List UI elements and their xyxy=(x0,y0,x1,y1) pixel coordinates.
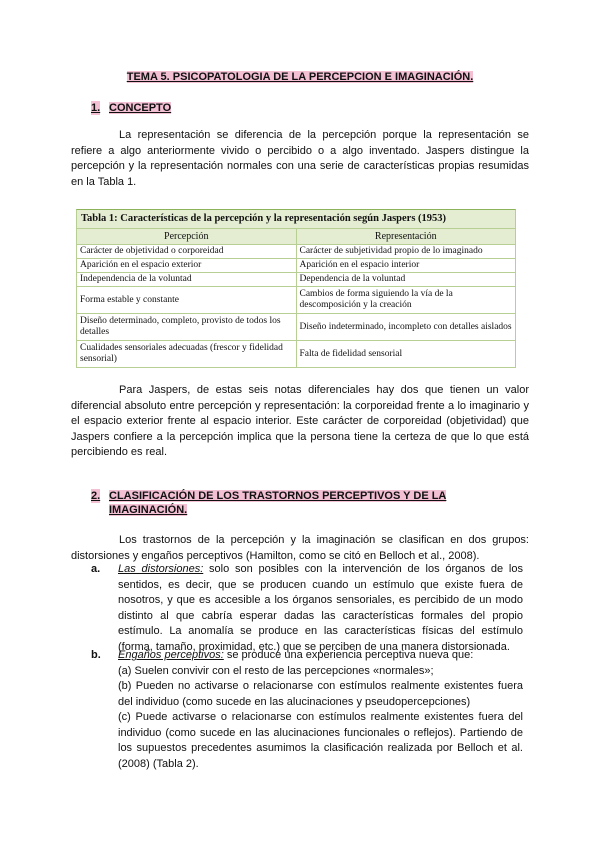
section-2-number: 2. xyxy=(91,490,101,502)
title-highlight: TEMA 5. PSICOPATOLOGIA DE LA PERCEPCION E IMAGINACIÓN. xyxy=(126,71,474,83)
list-marker: b. xyxy=(91,649,101,661)
table-cell: Aparición en el espacio interior xyxy=(296,259,516,273)
subitem-a: (a) Suelen convivir con el resto de las percepciones «normales»; xyxy=(118,664,434,677)
column-header-representacion: Representación xyxy=(296,229,516,245)
list-item-text: se produce una experiencia perceptiva nueva que: xyxy=(223,649,474,661)
section-1-heading xyxy=(91,101,171,115)
table-cell: Forma estable y constante xyxy=(77,287,297,314)
table-cell: Cambios de forma siguiendo la vía de la descomposición y la creación xyxy=(296,287,516,314)
subitem-b: (b) Pueden no activarse o relacionarse con estímulos realmente existentes fuera del individuo (como sucede en las alucinaciones y pseudopercepciones) xyxy=(118,680,523,708)
table-cell: Dependencia de la voluntad xyxy=(296,273,516,287)
classification-paragraph: Los trastornos de la percepción y la imaginación se clasifican en dos grupos: distorsiones y engaños perceptivos (Hamilton, como se citó en Belloch et al., 2008). xyxy=(71,534,529,562)
table-row xyxy=(77,287,516,314)
intro-paragraph: La representación se diferencia de la percepción porque la representación se refiere a algo anteriormente vivido o percibido o a algo inventado. Jaspers distingue la percepción y la representación normales con una serie de características propias resumidas en la Tabla 1. xyxy=(71,129,529,188)
table-row xyxy=(77,273,516,287)
table-cell: Cualidades sensoriales adecuadas (frescor y fidelidad sensorial) xyxy=(77,341,297,368)
term-distorsiones: Las distorsiones: xyxy=(118,563,204,575)
table-cell: Independencia de la voluntad xyxy=(77,273,297,287)
jaspers-paragraph: Para Jaspers, de estas seis notas diferenciales hay dos que tienen un valor diferencial absoluto entre percepción y representación: la corporeidad frente a lo imaginario y el espacio exterior frente al espacio interior. Este carácter de corporeidad (objetividad) que Jaspers confiere a la percepción implica que la persona tiene la certeza de que lo que está percibiendo es real. xyxy=(71,384,529,458)
table-cell: Diseño determinado, completo, provisto de todos los detalles xyxy=(77,314,297,341)
term-enganos: Engaños perceptivos: xyxy=(118,649,224,661)
table-1 xyxy=(76,209,516,368)
list-item-text: solo son posibles con la intervención de los órganos de los sentidos, es decir, que se producen cuando un estímulo que existe fuera de nosotros, y que es accesible a los órganos sensoriales, es percibido de un modo distinto al que cabría esperar dadas las características formales del propio estímulo. La anomalía se produce en las características físicas del estímulo (forma, tamaño, proximidad, etc.) que se perciben de una manera distorsionada. xyxy=(118,563,523,653)
document-title xyxy=(0,71,600,83)
table-cell: Falta de fidelidad sensorial xyxy=(296,341,516,368)
table-row xyxy=(77,314,516,341)
table-row xyxy=(77,245,516,259)
column-header-percepcion: Percepción xyxy=(77,229,297,245)
table-cell: Carácter de objetividad o corporeidad xyxy=(77,245,297,259)
subitem-c: (c) Puede activarse o relacionarse con estímulos realmente existentes fuera del individuo (como sucede en las alucinaciones funcionales o reflejos). Partiendo de los supuestos precedentes asumimos la clasificación realizada por Belloch et al. (2008) (Tabla 2). xyxy=(118,711,523,770)
table-cell: Aparición en el espacio exterior xyxy=(77,259,297,273)
section-2-title: CLASIFICACIÓN DE LOS TRASTORNOS PERCEPTIVOS Y DE LA IMAGINACIÓN. xyxy=(109,490,447,516)
table-row xyxy=(77,259,516,273)
section-1-number: 1. xyxy=(91,102,101,114)
characteristics-table xyxy=(76,228,516,368)
table-cell: Carácter de subjetividad propio de lo imaginado xyxy=(296,245,516,259)
table-cell: Diseño indeterminado, incompleto con detalles aislados xyxy=(296,314,516,341)
section-2-heading xyxy=(91,489,471,517)
list-marker: a. xyxy=(91,563,101,575)
table-row xyxy=(77,341,516,368)
table-caption: Tabla 1: Características de la percepción y la representación según Jaspers (1953) xyxy=(76,209,516,228)
section-1-title: CONCEPTO xyxy=(109,102,172,114)
